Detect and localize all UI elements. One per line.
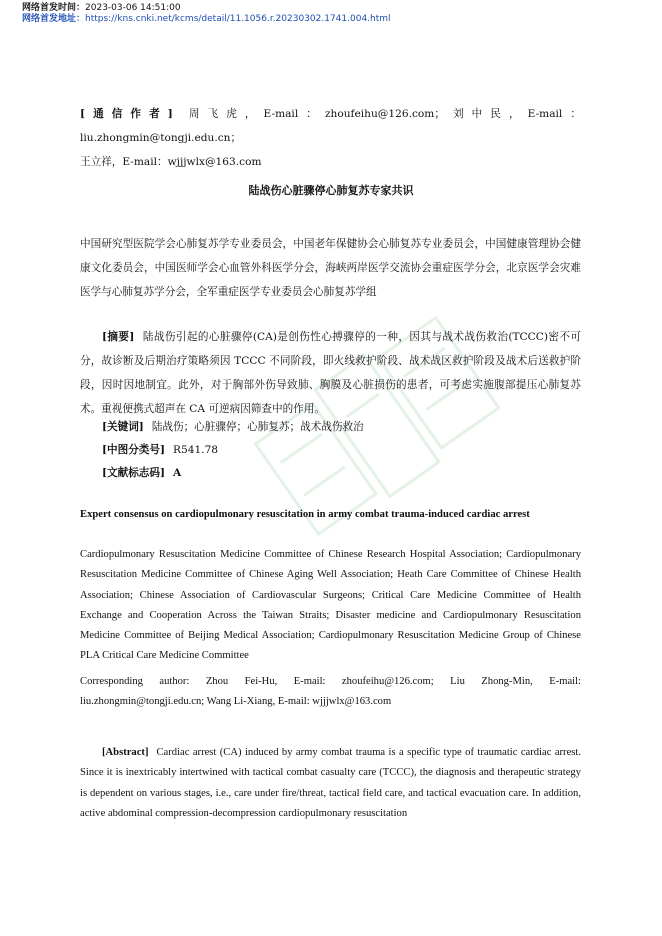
authors-zh: 中国研究型医院学会心肺复苏学专业委员会，中国老年保健协会心肺复苏专业委员会，中国健康管理协会健康文化委员会，中国医师学会心血管外科医学分会，海峡两岸医学交流协会重症医学分会，北京医学会灾难医学与心肺复苏学分会，全军重症医学专业委员会心肺复苏学组 <box>80 238 581 298</box>
article-title-zh: 陆战伤心脏骤停心肺复苏专家共识 <box>248 184 414 197</box>
abstract-zh <box>80 325 581 421</box>
authors-en: Cardiopulmonary Resuscitation Medicine Committee of Chinese Research Hospital Association; Cardiopulmonary Resuscitation Medicine Committee of Chinese Aging Well Association; Heath Care Committee of Chinese Health Association; Chinese Association of Cardiovascular Surgeons; Critical Care Medicine Committee of Health Exchange and Cooperation Across the Taiwan Straits; Disaster medicine and Cardiopulmonary Resuscitation Medicine Committee of Beijing Medical Association; Cardiopulmonary Resuscitation Medicine Group of Chinese PLA Critical Care Medicine Committee <box>80 549 581 662</box>
online-publish-address <box>22 14 391 25</box>
keywords-zh-text: 陆战伤；心脏骤停；心肺复苏；战术战伤救治 <box>151 421 364 433</box>
clc-number <box>80 438 581 462</box>
corresponding-authors-zh <box>80 102 581 174</box>
abstract-zh-text: 陆战伤引起的心脏骤停(CA)是创伤性心搏骤停的一种，因其与战术战伤救治(TCCC)密不可分，故诊断及后期治疗策略须因 TCCC 不同阶段，即火线救护阶段、战术战区救护阶段及战术后送救护阶段，因时因地制宜。此外，对于胸部外伤导致肺、胸膜及心脏损伤的患者，可考虑实施腹部提压心肺复苏术。重视便携式超声在 CA 可逆病因筛查中的作用。 <box>80 331 581 415</box>
document-code <box>80 461 581 485</box>
corresponding-line-1: 周飞虎，E-mail：zhoufeihu@126.com；刘中民，E-mail：liu.zhongmin@tongji.edu.cn； <box>80 108 581 144</box>
online-address-label: 网络首发地址： <box>22 14 86 24</box>
online-address-link[interactable]: https://kns.cnki.net/kcms/detail/11.1056.r.20230302.1741.004.html <box>85 14 391 24</box>
clc-value: R541.78 <box>173 444 219 456</box>
clc-label: [中图分类号] <box>102 444 165 456</box>
online-time-label: 网络首发时间： <box>22 3 86 13</box>
corresponding-label: [通信作者] <box>80 108 173 120</box>
abstract-en-text: Cardiac arrest (CA) induced by army combat trauma is a specific type of traumatic cardiac arrest. Since it is inextricably intertwined with tactical combat casualty care (TCCC), the diagnosis and therapeutic strategy is dependent on various stages, i.e., care under fire/threat, tactical field care, and tactical evacuation care. In addition, active abdominal compression-decompression cardiopulmonary resuscitation <box>80 747 581 819</box>
corresponding-line-2: 王立祥，E-mail：wjjjwlx@163.com <box>80 156 262 168</box>
abstract-en <box>80 743 581 824</box>
keywords-zh <box>80 415 581 439</box>
abstract-zh-label: [摘要] <box>102 331 135 343</box>
corresponding-authors-en: Corresponding author: Zhou Fei-Hu, E-mail: zhoufeihu@126.com; Liu Zhong-Min, E-mail: liu.zhongmin@tongji.edu.cn; Wang Li-Xiang, E-mail: wjjjwlx@163.com <box>80 676 581 708</box>
doc-code-label: [文献标志码] <box>102 467 165 479</box>
online-publish-time <box>22 3 181 14</box>
keywords-zh-label: [关键词] <box>102 421 144 433</box>
article-title-en: Expert consensus on cardiopulmonary resuscitation in army combat trauma-induced cardiac arrest <box>80 509 530 520</box>
abstract-en-label: [Abstract] <box>102 747 149 758</box>
online-time-value: 2023-03-06 14:51:00 <box>85 3 181 13</box>
doc-code-value: A <box>173 467 182 479</box>
